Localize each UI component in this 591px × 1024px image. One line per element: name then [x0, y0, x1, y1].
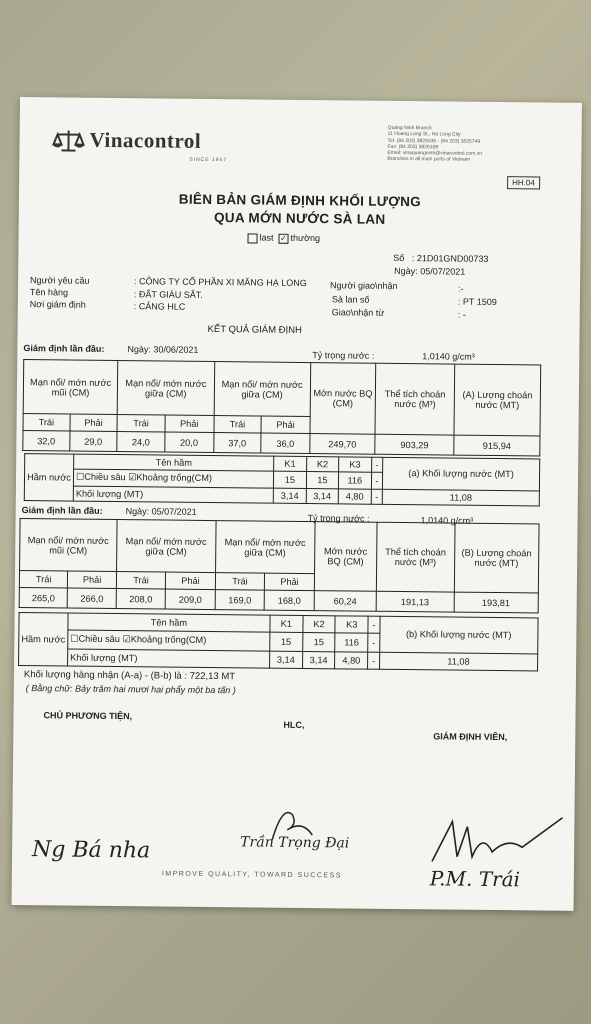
normal-label: thường: [290, 232, 321, 244]
surveyor-label: GIÁM ĐỊNH VIÊN,: [433, 731, 508, 743]
col-fore-draft: Mạn nổi/ mớn nước mũi (CM): [20, 519, 117, 572]
title-line-1: BIÊN BẢN GIÁM ĐỊNH KHỐI LƯỢNG: [178, 191, 422, 210]
survey2-density-value: 1,0140 g/cm³: [420, 515, 474, 526]
title-line-2: QUA MỚN NƯỚC SÀ LAN: [213, 210, 386, 227]
goods-label: Tên hàng: [29, 287, 69, 298]
ham-nuoc-label: Hầm nước: [24, 454, 73, 502]
depth-label: ☐Chiều sâu ☑Khoảng trống(CM): [68, 630, 270, 651]
branch-line: Quang Ninh Branch: [387, 124, 432, 132]
table-cell: 209,0: [165, 590, 215, 610]
phai-header: Phải: [166, 572, 216, 590]
trai-header: Trái: [19, 571, 68, 589]
last-checkbox: [247, 233, 257, 243]
result-label: (a) Khối lượng nước (MT): [382, 457, 539, 490]
table-cell: 265,0: [19, 588, 68, 608]
dash-header: -: [371, 457, 383, 472]
col-aft-draft: Mạn nổi/ mớn nước giữa (CM): [215, 521, 314, 574]
result-value: 11,08: [379, 652, 537, 671]
phai-header: Phải: [70, 414, 118, 432]
k3-header: K3: [335, 616, 368, 633]
barge-label: Sà lan số: [331, 294, 370, 305]
survey1-table: [22, 359, 541, 456]
table-cell: 4,80: [335, 652, 368, 669]
col-displacement: (B) Lượng choán nước (MT): [454, 523, 539, 593]
ten-ham-header: Tên hầm: [68, 613, 270, 632]
document-page: [12, 97, 582, 911]
trai-header: Trái: [117, 415, 165, 433]
giao-nhan-value: :-: [457, 283, 464, 294]
table-cell: 915,94: [454, 436, 540, 456]
result-value: 11,08: [382, 489, 539, 506]
table-cell: 4,80: [338, 489, 371, 505]
phai-header: Phải: [265, 573, 315, 591]
summary-in-words: ( Bằng chữ: Bảy trăm hai mươi hai phẩy một ba tấn ): [25, 683, 236, 696]
table-cell: -: [368, 652, 380, 669]
branch-line: Tel: (84 203) 3825535 - (84 203) 3825749: [387, 137, 481, 145]
summary-total: Khối lượng hàng nhận (A-a) - (B-b) là : 722,13 MT: [23, 669, 236, 683]
k3-header: K3: [339, 457, 372, 473]
trai-header: Trái: [215, 573, 265, 591]
goods-value: : ĐẤT GIÀU SẮT.: [133, 289, 203, 300]
hlc-label: HLC,: [283, 719, 305, 731]
mass-label: Khối lượng (MT): [73, 486, 273, 503]
table-cell: 15: [274, 471, 307, 488]
normal-checkbox: ✓: [280, 233, 287, 243]
scales-logo-icon: [51, 129, 85, 155]
phai-header: Phải: [68, 571, 117, 589]
table-cell: 266,0: [68, 588, 117, 608]
giao-nhan-label: Người giao\nhận: [329, 280, 398, 291]
table-cell: 168,0: [264, 591, 314, 611]
table-cell: 191,13: [376, 592, 454, 612]
survey1-date: Ngày: 30/06/2021: [127, 344, 199, 355]
ham-nuoc-label: Hầm nước: [19, 613, 69, 667]
phai-header: Phải: [165, 415, 214, 433]
giao-nhan-tu-value: : -: [457, 309, 466, 320]
col-volume: Thể tích choán nước (M³): [376, 522, 454, 592]
requester-label: Người yêu cầu: [30, 275, 90, 286]
place-label: Nơi giám định: [29, 299, 86, 310]
table-cell: 3,14: [302, 651, 335, 668]
survey2-date: Ngày: 05/07/2021: [125, 506, 197, 517]
table-cell: 60,24: [314, 591, 376, 611]
holds1-table: [24, 453, 540, 506]
table-cell: 15: [270, 632, 303, 651]
table-cell: 249,70: [310, 434, 376, 454]
table-cell: 169,0: [215, 590, 265, 610]
table-cell: 32,0: [23, 431, 70, 451]
branch-line: Fax: (84 203) 3826109: [387, 143, 439, 151]
type-options: [247, 232, 320, 243]
table-cell: -: [371, 472, 383, 489]
survey1-heading: Giám định lần đầu:: [23, 343, 105, 354]
phai-header: Phải: [261, 416, 310, 434]
survey2-table: [19, 518, 540, 613]
trai-header: Trái: [116, 572, 166, 590]
table-cell: 116: [339, 472, 372, 489]
col-displacement: (A) Lượng choán nước (MT): [454, 364, 541, 436]
col-mean-draft: Mớn nước BQ (CM): [314, 522, 377, 592]
table-cell: 36,0: [261, 434, 310, 454]
branch-info: [387, 125, 577, 165]
table-cell: -: [371, 489, 383, 504]
barge-value: : PT 1509: [457, 296, 497, 308]
table-cell: 24,0: [117, 432, 165, 452]
k2-header: K2: [303, 615, 336, 632]
owner-label: CHỦ PHƯƠNG TIỆN,: [43, 710, 133, 722]
so-label: Số: [393, 252, 405, 264]
survey2-heading: Giám định lần đầu:: [21, 505, 103, 516]
surveyor-signature: P.M. Trái: [429, 866, 521, 892]
vinacontrol-logo: [51, 127, 201, 156]
ten-ham-header: Tên hầm: [74, 454, 274, 471]
table-cell: 3,14: [273, 488, 306, 504]
slogan: IMPROVE QUALITY, TOWARD SUCCESS: [161, 870, 342, 880]
dash-header: -: [368, 616, 380, 633]
place-value: : CẢNG HLC: [133, 301, 186, 312]
table-cell: 29,0: [69, 432, 117, 452]
trai-header: Trái: [213, 416, 261, 434]
last-label: last: [259, 232, 274, 243]
logo-text: Vinacontrol: [89, 127, 202, 153]
result-label: (b) Khối lượng nước (MT): [379, 616, 538, 653]
form-code: HH.04: [507, 176, 540, 189]
holds2-table: [18, 612, 539, 671]
col-mean-draft: Mớn nước BQ (CM): [310, 363, 376, 435]
col-volume: Thể tích choán nước (M³): [375, 363, 455, 435]
table-cell: 15: [302, 633, 335, 652]
branch-line: 11 Hoang Long St., Ha Long City: [387, 131, 461, 138]
ngay-label: Ngày:: [394, 265, 418, 277]
depth-label: ☐Chiều sâu ☑Khoảng trống(CM): [73, 469, 273, 488]
hlc-signature: Trần Trọng Đại: [240, 834, 350, 852]
report-date: [394, 266, 465, 277]
report-number: [393, 253, 488, 264]
table-cell: 208,0: [116, 589, 166, 609]
owner-signature: Ng Bá nha: [31, 837, 151, 864]
table-cell: 3,14: [269, 651, 302, 668]
ngay-value: 05/07/2021: [420, 266, 466, 277]
table-cell: 903,29: [375, 435, 454, 455]
branch-line: Branches in all main ports of Vietnam: [387, 156, 471, 164]
col-fore-draft: Mạn nổi/ mớn nước mũi (CM): [23, 360, 118, 415]
col-mid-draft: Mạn nổi/ mớn nước giữa (CM): [117, 361, 214, 416]
hlc-signature-scribble: [262, 800, 322, 846]
branch-line: Email: vinaquangninh@vinacontrol.com.vn: [387, 150, 483, 158]
survey2-density-label: Tỷ trọng nước :: [307, 513, 370, 524]
table-cell: 20,0: [165, 433, 214, 453]
table-cell: 116: [335, 633, 368, 652]
table-cell: 37,0: [213, 433, 261, 453]
trai-header: Trái: [23, 414, 70, 432]
survey1-density-value: 1,0140 g/cm³: [422, 351, 475, 362]
result-title: KẾT QUẢ GIÁM ĐỊNH: [207, 323, 302, 336]
k1-header: K1: [274, 456, 307, 472]
k1-header: K1: [270, 615, 303, 632]
table-cell: -: [368, 633, 380, 652]
mass-label: Khối lượng (MT): [68, 649, 270, 668]
requester-value: : CÔNG TY CỔ PHẦN XI MĂNG HẠ LONG: [134, 276, 307, 289]
surveyor-signature-scribble: [422, 806, 573, 868]
since-text: SINCE 1957: [189, 156, 228, 164]
col-mid-draft: Mạn nổi/ mớn nước giữa (CM): [116, 520, 215, 573]
table-cell: 193,81: [454, 593, 539, 613]
col-aft-draft: Mạn nổi/ mớn nước giữa (CM): [214, 362, 311, 417]
table-cell: 15: [306, 472, 339, 489]
k2-header: K2: [306, 457, 339, 473]
table-cell: 3,14: [306, 488, 339, 504]
giao-nhan-tu-label: Giao\nhận từ: [331, 307, 385, 318]
so-value: : 21D01GND00733: [411, 253, 489, 264]
survey1-density-label: Tỷ trọng nước :: [312, 350, 375, 361]
